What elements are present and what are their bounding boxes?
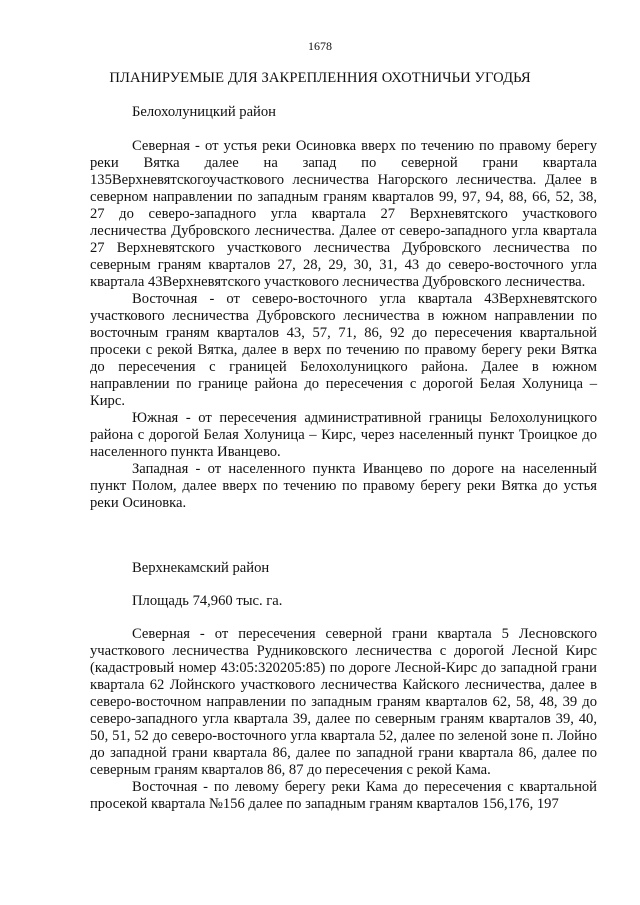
district-2-text — [90, 626, 597, 813]
district-name: Верхнекамский район — [132, 560, 270, 576]
paragraph-east: Восточная - от северо-восточного угла квартала 43Верхневятского участкового лесничества Дубровского лесничества в южном направлении по восточным граням кварталов 43, 57, 71, 86, 92 до пересечения квартальной просеки с рекой Вятка, далее в верх по течению по правому берегу реки Вятка до пересечения с границей Белохолуницкого района. Далее в южном направлении по границе района до пересечения с дорогой Белая Холуница – Кирс. — [90, 291, 597, 409]
paragraph-south: Южная - от пересечения административной границы Белохолуницкого района с дорогой Белая Холуница – Кирс, через населенный пункт Троицкое до населенного пункта Иванцево. — [90, 410, 597, 460]
district-heading-1 — [90, 104, 597, 121]
district-area: Площадь 74,960 тыс. га. — [132, 593, 283, 609]
district-2-area — [90, 593, 597, 610]
paragraph-north: Северная - от пересечения северной грани квартала 5 Лесновского участкового лесничества Рудниковского лесничества с дорогой Лесной Кирс (кадастровый номер 43:05:320205:85) по дороге Лесной-Кирс до западной грани квартала 62 Лойнского участкового лесничества Кайского лесничества, далее в северо-восточном направлении по западным граням кварталов 62, 58, 48, 39 до северо-западного угла квартала 39, далее по северным граням кварталов 39, 40, 50, 51, 52 до северо-восточного угла квартала 52, далее по зеленой зоне п. Лойно до западной грани квартала 86, далее по западной грани квартала 86, далее по северным граням кварталов 86, 87 до пересечения с рекой Кама. — [90, 626, 597, 778]
district-1-text — [90, 138, 597, 512]
district-heading-2 — [90, 560, 597, 577]
page-number: 1678 — [308, 39, 332, 53]
paragraph-east: Восточная - по левому берегу реки Кама до пересечения с квартальной просекой квартала №156 далее по западным граням кварталов 156,176, 197 — [90, 779, 597, 812]
paragraph-west: Западная - от населенного пункта Иванцево по дороге на населенный пункт Полом, далее вверх по течению по правому берегу реки Вятка до устья реки Осиновка. — [90, 461, 597, 511]
district-name: Белохолуницкий район — [132, 104, 276, 120]
paragraph-north: Северная - от устья реки Осиновка вверх по течению по правому берегу реки Вятка далее на запад по северной грани квартала 135Верхневятскогоучасткового лесничества Нагорского лесничества. Далее в северном направлении по западным граням кварталов 99, 97, 94, 88, 66, 52, 38, 27 до северо-западного угла квартала 27 Верхневятского участкового лесничества Дубровского лесничества. Далее от северо-западного угла квартала 27 Верхневятского участкового лесничества Дубровского лесничества по северным граням кварталов 27, 28, 29, 30, 31, 43 до северо-восточного угла квартала 43Верхневятского участкового лесничества Дубровского лесничества. — [90, 138, 597, 290]
document-title: ПЛАНИРУЕМЫЕ ДЛЯ ЗАКРЕПЛЕННИЯ ОХОТНИЧЬИ УГОДЬЯ — [109, 70, 531, 86]
